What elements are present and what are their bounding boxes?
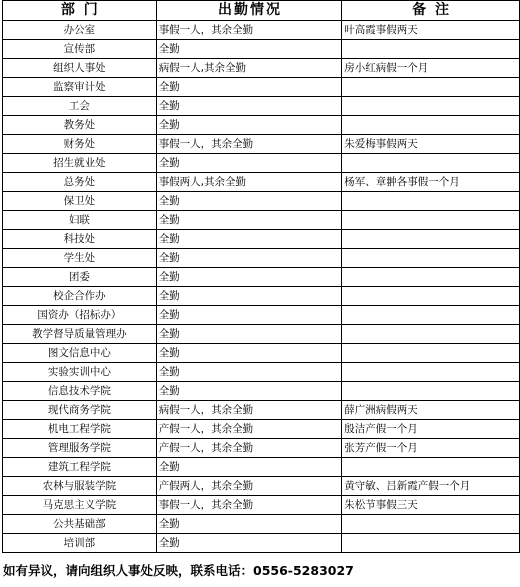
attendance-cell: 全勤: [156, 97, 342, 116]
department-cell: 建筑工程学院: [3, 458, 157, 477]
table-row: [3, 59, 520, 78]
attendance-cell: 全勤: [156, 534, 342, 553]
attendance-cell: 全勤: [156, 382, 342, 401]
header-row: [3, 1, 520, 21]
table-row: [3, 249, 520, 268]
remarks-cell: [342, 344, 520, 363]
remarks-cell: [342, 154, 520, 173]
table-row: [3, 477, 520, 496]
department-cell: 科技处: [3, 230, 157, 249]
remarks-cell: [342, 382, 520, 401]
attendance-cell: 全勤: [156, 344, 342, 363]
header-attendance: 出勤情况: [156, 1, 342, 21]
table-row: [3, 21, 520, 40]
attendance-cell: 全勤: [156, 287, 342, 306]
department-cell: 农林与服装学院: [3, 477, 157, 496]
table-row: [3, 458, 520, 477]
table-row: [3, 439, 520, 458]
remarks-cell: 张芳产假一个月: [342, 439, 520, 458]
table-row: [3, 534, 520, 553]
attendance-cell: 产假两人，其余全勤: [156, 477, 342, 496]
department-cell: 校企合作办: [3, 287, 157, 306]
table-row: [3, 135, 520, 154]
table-row: [3, 97, 520, 116]
department-cell: 监察审计处: [3, 78, 157, 97]
department-cell: 教务处: [3, 116, 157, 135]
table-row: [3, 363, 520, 382]
attendance-table: [2, 0, 520, 553]
remarks-cell: 薛广洲病假两天: [342, 401, 520, 420]
table-row: [3, 306, 520, 325]
department-cell: 培训部: [3, 534, 157, 553]
table-row: [3, 515, 520, 534]
attendance-cell: 产假一人，其余全勤: [156, 439, 342, 458]
department-cell: 财务处: [3, 135, 157, 154]
remarks-cell: 殷洁产假一个月: [342, 420, 520, 439]
attendance-cell: 全勤: [156, 40, 342, 59]
attendance-cell: 全勤: [156, 154, 342, 173]
remarks-cell: [342, 306, 520, 325]
department-cell: 总务处: [3, 173, 157, 192]
department-cell: 妇联: [3, 211, 157, 230]
department-cell: 学生处: [3, 249, 157, 268]
table-row: [3, 287, 520, 306]
remarks-cell: [342, 211, 520, 230]
remarks-cell: [342, 116, 520, 135]
department-cell: 公共基础部: [3, 515, 157, 534]
table-row: [3, 154, 520, 173]
department-cell: 保卫处: [3, 192, 157, 211]
remarks-cell: 杨军、章翀各事假一个月: [342, 173, 520, 192]
table-row: [3, 116, 520, 135]
attendance-cell: 全勤: [156, 268, 342, 287]
remarks-cell: 朱爱梅事假两天: [342, 135, 520, 154]
department-cell: 教学督导质量管理办: [3, 325, 157, 344]
department-cell: 马克思主义学院: [3, 496, 157, 515]
attendance-cell: 全勤: [156, 306, 342, 325]
department-cell: 机电工程学院: [3, 420, 157, 439]
attendance-cell: 事假一人，其余全勤: [156, 135, 342, 154]
table-row: [3, 268, 520, 287]
attendance-cell: 全勤: [156, 116, 342, 135]
attendance-cell: 全勤: [156, 230, 342, 249]
department-cell: 信息技术学院: [3, 382, 157, 401]
remarks-cell: [342, 78, 520, 97]
department-cell: 招生就业处: [3, 154, 157, 173]
department-cell: 工会: [3, 97, 157, 116]
table-row: [3, 211, 520, 230]
department-cell: 国资办（招标办）: [3, 306, 157, 325]
attendance-cell: 全勤: [156, 78, 342, 97]
table-row: [3, 40, 520, 59]
department-cell: 宣传部: [3, 40, 157, 59]
remarks-cell: [342, 249, 520, 268]
attendance-cell: 事假一人，其余全勤: [156, 21, 342, 40]
attendance-cell: 病假一人，其余全勤: [156, 401, 342, 420]
remarks-cell: [342, 325, 520, 344]
attendance-cell: 全勤: [156, 363, 342, 382]
remarks-cell: [342, 287, 520, 306]
department-cell: 图文信息中心: [3, 344, 157, 363]
contact-footer: 如有异议，请向组织人事处反映，联系电话：0556-5283027: [3, 563, 354, 578]
remarks-cell: 房小红病假一个月: [342, 59, 520, 78]
department-cell: 实验实训中心: [3, 363, 157, 382]
table-row: [3, 382, 520, 401]
attendance-cell: 病假一人,其余全勤: [156, 59, 342, 78]
table-row: [3, 173, 520, 192]
remarks-cell: [342, 458, 520, 477]
attendance-cell: 全勤: [156, 249, 342, 268]
table-row: [3, 192, 520, 211]
remarks-cell: 叶高霞事假两天: [342, 21, 520, 40]
table-row: [3, 325, 520, 344]
table-row: [3, 420, 520, 439]
table-row: [3, 78, 520, 97]
attendance-cell: 全勤: [156, 458, 342, 477]
department-cell: 办公室: [3, 21, 157, 40]
table-body: [3, 21, 520, 553]
table-row: [3, 496, 520, 515]
remarks-cell: [342, 230, 520, 249]
attendance-cell: 产假一人，其余全勤: [156, 420, 342, 439]
remarks-cell: [342, 534, 520, 553]
attendance-cell: 事假两人,其余全勤: [156, 173, 342, 192]
department-cell: 组织人事处: [3, 59, 157, 78]
department-cell: 现代商务学院: [3, 401, 157, 420]
table-row: [3, 401, 520, 420]
remarks-cell: [342, 515, 520, 534]
remarks-cell: 黄守敏、吕新霞产假一个月: [342, 477, 520, 496]
attendance-cell: 全勤: [156, 325, 342, 344]
remarks-cell: 朱松节事假三天: [342, 496, 520, 515]
attendance-cell: 全勤: [156, 515, 342, 534]
attendance-cell: 全勤: [156, 211, 342, 230]
remarks-cell: [342, 363, 520, 382]
header-department: 部 门: [3, 1, 157, 21]
remarks-cell: [342, 192, 520, 211]
remarks-cell: [342, 268, 520, 287]
attendance-cell: 全勤: [156, 192, 342, 211]
header-remarks: 备 注: [342, 1, 520, 21]
department-cell: 管理服务学院: [3, 439, 157, 458]
attendance-cell: 事假一人，其余全勤: [156, 496, 342, 515]
table-row: [3, 344, 520, 363]
remarks-cell: [342, 97, 520, 116]
remarks-cell: [342, 40, 520, 59]
table-row: [3, 230, 520, 249]
department-cell: 团委: [3, 268, 157, 287]
